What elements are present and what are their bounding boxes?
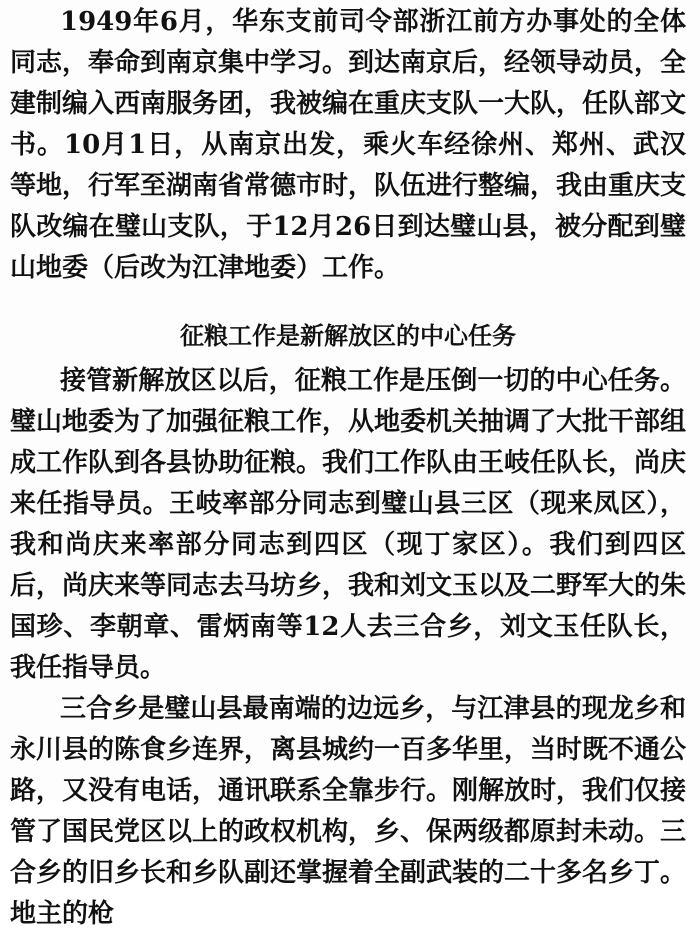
paragraph-3: 三合乡是璧山县最南端的边远乡，与江津县的现龙乡和永川县的陈食乡连界，离县城约一百多华里，当时既不通公路，又没有电话，通讯联系全靠步行。刚解放时，我们仅接管了国民党区以上的政权机构，乡、保两级都原封未动。三合乡的旧乡长和乡队副还掌握着全副武装的二十多名乡丁。地主的枪: [10, 694, 687, 929]
paragraph-2: 接管新解放区以后，征粮工作是压倒一切的中心任务。璧山地委为了加强征粮工作，从地委机关抽调了大批干部组成工作队到各县协助征粮。我们工作队由王岐任队长，尚庆来任指导员。王岐率部分同志到璧山县三区（现来凤区），我和尚庆来率部分同志到四区（现丁家区）。我们到四区后，尚庆来等同志去马坊乡，我和刘文玉以及二野军大的朱国珍、李朝章、雷炳南等12人去三合乡，刘文玉任队长，我任指导员。: [10, 366, 687, 683]
spacer: [10, 351, 686, 361]
spacer: [10, 289, 686, 321]
paragraph-1: 1949年6月，华东支前司令部浙江前方办事处的全体同志，奉命到南京集中学习。到达南京后，经领导动员，全建制编入西南服务团，我被编在重庆支队一大队，任队部文书。10月1日，从南京出发，乘火车经徐州、郑州、武汉等地，行军至湖南省常德市时，队伍进行整编，我由重庆支队改编在璧山支队，于12月26日到达璧山县，被分配到璧山地委（后改为江津地委）工作。: [10, 7, 687, 283]
section-heading: 征粮工作是新解放区的中心任务: [180, 321, 516, 350]
